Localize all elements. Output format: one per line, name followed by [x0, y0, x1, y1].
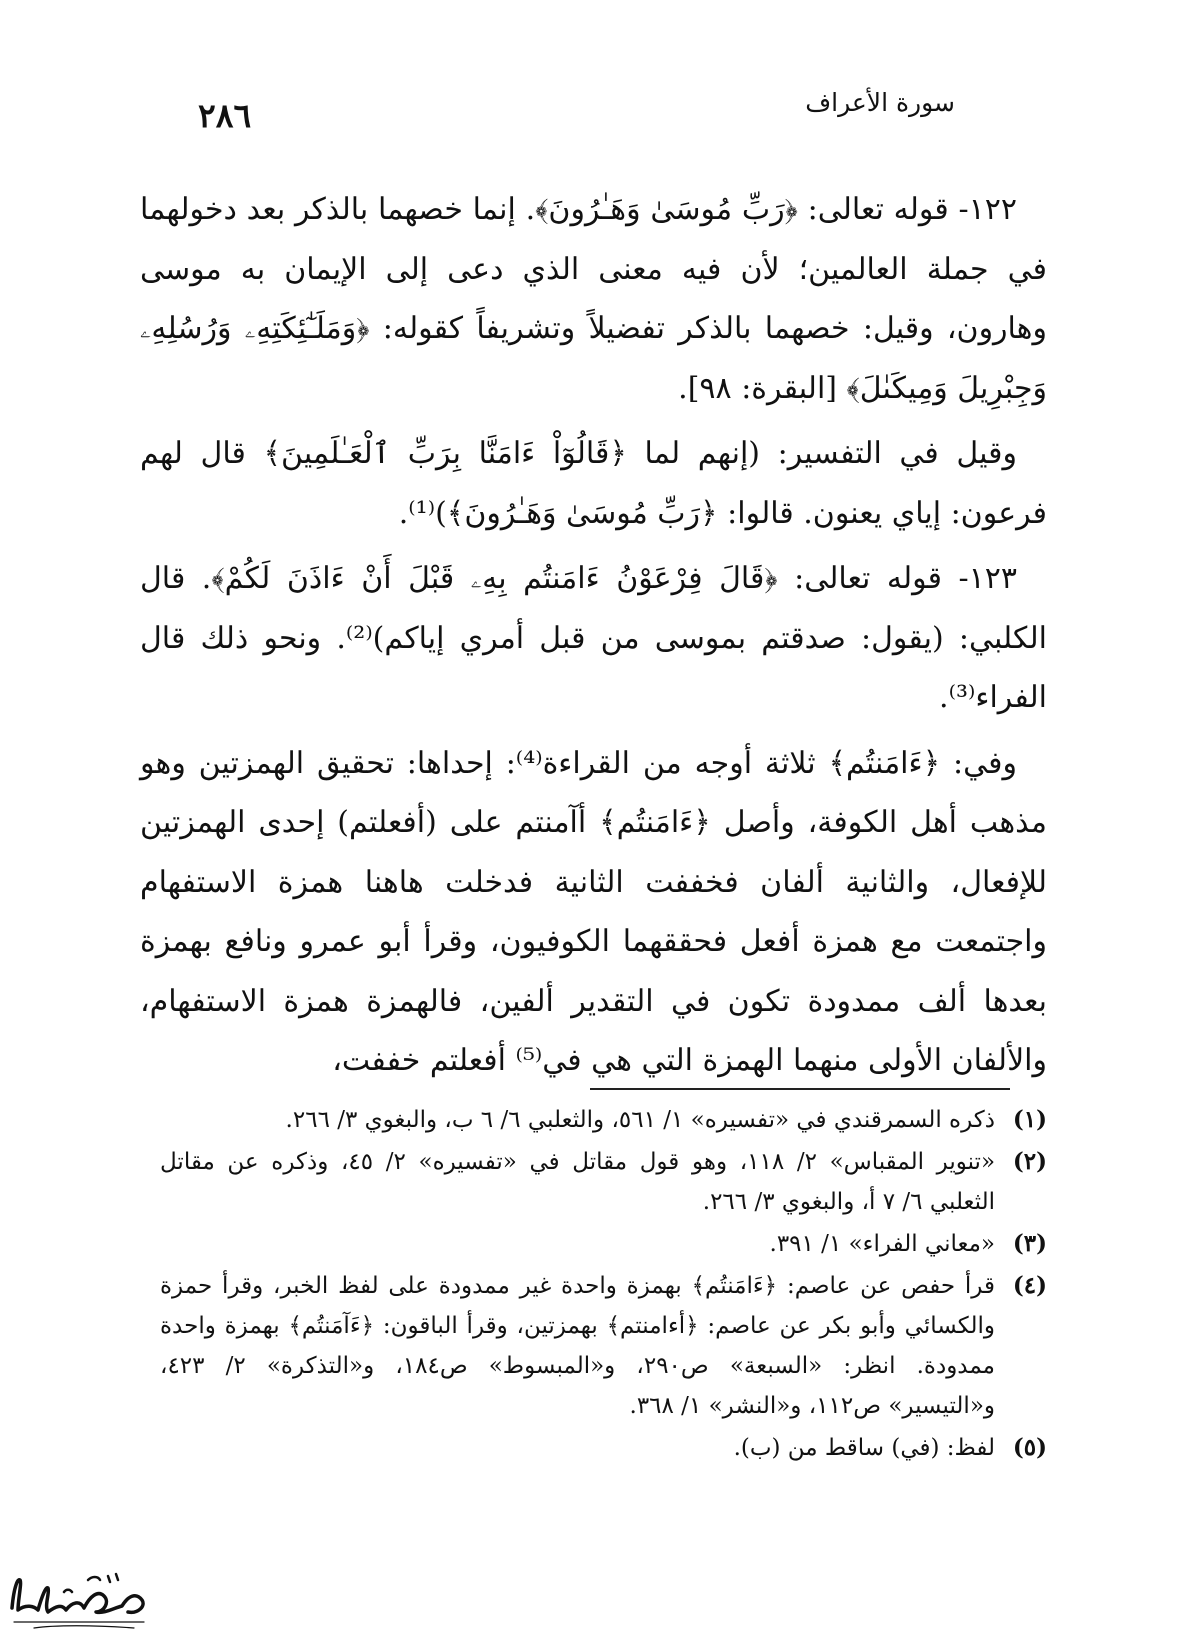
- footnote-number: (٣): [1012, 1230, 1047, 1257]
- footnote-text: «معاني الفراء» ١/ ٣٩١.: [769, 1231, 995, 1257]
- calligraphy-logo-icon: [4, 1566, 152, 1636]
- footnote-separator: [590, 1088, 1010, 1090]
- paragraph-2: وقيل في التفسير: (إنهم لما ﴿قَالُوٓاْ ءَامَنَّا بِرَبِّ ٱلْعَـٰلَمِينَ﴾ قال لهم فرعون: إياي يعنون. قالوا: ﴿رَبِّ مُوسَىٰ وَهَـٰرُونَ﴾)⁽¹⁾.: [140, 436, 1047, 531]
- page-number: ٢٨٦: [198, 96, 252, 135]
- paragraph-4: وفي: ﴿ءَامَنتُم﴾ ثلاثة أوجه من القراءة⁽⁴⁾: إحداها: تحقيق الهمزتين وهو مذهب أهل الكوفة، وأصل ﴿ءَامَنتُم﴾ أآمنتم على (أفعلتم) إحدى الهمزتين للإفعال، والثانية ألفان فخففت الثانية فدخلت هاهنا همزة الاستفهام واجتمعت مع همزة أفعل فحققهما الكوفيون، وقرأ أبو عمرو ونافع بهمزة بعدها ألف ممدودة تكون في التقدير ألفين، فالهمزة همزة الاستفهام، والألفان الأولى منهما الهمزة التي هي في⁽⁵⁾ أفعلتم خففت،: [140, 745, 1047, 1078]
- footnote-4: [160, 1266, 1047, 1426]
- footnote-number: (١): [1012, 1106, 1047, 1133]
- paragraph-1: ١٢٢- قوله تعالى: ﴿رَبِّ مُوسَىٰ وَهَـٰرُونَ﴾. إنما خصهما بالذكر بعد دخولهما في جملة العالمين؛ لأن فيه معنى الذي دعى إلى الإيمان به موسى وهارون، وقيل: خصهما بالذكر تفضيلاً وتشريفاً كقوله: ﴿وَمَلَـٰٓئِكَتِهِۦ وَرُسُلِهِۦ وَجِبْرِيلَ وَمِيكَىٰلَ﴾ [البقرة: ٩٨].: [140, 192, 1047, 406]
- paragraph-3: ١٢٣- قوله تعالى: ﴿قَالَ فِرْعَوْنُ ءَامَنتُم بِهِۦ قَبْلَ أَنْ ءَاذَنَ لَكُمْ﴾. قال الكلبي: (يقول: صدقتم بموسى من قبل أمري إياكم)⁽²⁾. ونحو ذلك قال الفراء⁽³⁾.: [140, 561, 1048, 715]
- footnote-text: ذكره السمرقندي في «تفسيره» ١/ ٥٦١، والثعلبي ٦/ ٦ ب، والبغوي ٣/ ٢٦٦.: [285, 1107, 995, 1133]
- footnote-1: [160, 1100, 1047, 1140]
- footnote-number: (٥): [1012, 1434, 1047, 1461]
- footnote-number: (٤): [1012, 1272, 1047, 1299]
- logo-graphic: [4, 1566, 152, 1636]
- footnote-text: قرأ حفص عن عاصم: ﴿ءَامَنتُم﴾ بهمزة واحدة غير ممدودة على لفظ الخبر، وقرأ حمزة والكسائي وأبو بكر عن عاصم: ﴿أءامنتم﴾ بهمزتين، وقرأ الباقون: ﴿ءَآمَنتُم﴾ بهمزة واحدة ممدودة. انظر: «السبعة» ص٢٩٠، و«المبسوط» ص١٨٤، و«التذكرة» ٢/ ٤٢٣، و«التيسير» ص١١٢، و«النشر» ١/ ٣٦٨.: [160, 1273, 995, 1419]
- footnote-2: [160, 1142, 1047, 1222]
- footnote-5: [160, 1428, 1047, 1468]
- footnotes: [160, 1100, 1047, 1470]
- surah-title: سورة الأعراف: [805, 88, 955, 117]
- footnote-text: «تنوير المقباس» ٢/ ١١٨، وهو قول مقاتل في «تفسيره» ٢/ ٤٥، وذكره عن مقاتل الثعلبي ٦/ ٧ أ، والبغوي ٣/ ٢٦٦.: [160, 1149, 996, 1215]
- page-header: [140, 86, 1045, 146]
- footnote-text: لفظ: (في) ساقط من (ب).: [733, 1435, 995, 1461]
- main-text: [140, 180, 1047, 1097]
- footnote-number: (٢): [1012, 1148, 1047, 1175]
- footnote-3: [160, 1224, 1047, 1264]
